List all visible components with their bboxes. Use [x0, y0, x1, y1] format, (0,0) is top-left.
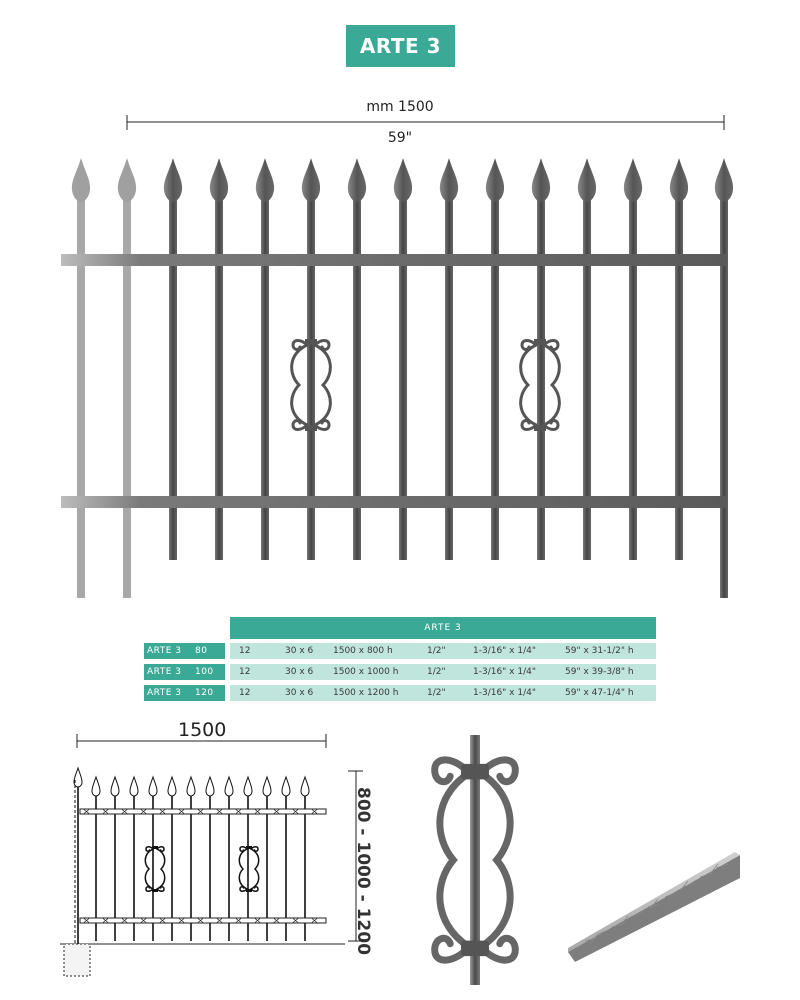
pickets-count: 12: [239, 667, 251, 677]
pickets-count: 12: [239, 646, 251, 656]
panel-size-in: 59" x 39-3/8" h: [565, 667, 634, 677]
model-cell: ARTE 3 80: [144, 643, 225, 659]
pickets-count: 12: [239, 688, 251, 698]
model-cell: ARTE 3 100: [144, 664, 225, 680]
rail-size-in: 1-3/16" x 1/4": [473, 667, 536, 677]
rail-size: 30 x 6: [285, 688, 314, 698]
panel-size-in: 59" x 47-1/4" h: [565, 688, 634, 698]
panel-size: 1500 x 800 h: [333, 646, 393, 656]
width-mm-label: mm 1500: [366, 99, 434, 115]
drawing-height-label: 800 - 1000 - 1200: [353, 787, 373, 955]
table-header: ARTE 3: [230, 617, 656, 639]
rail-size: 30 x 6: [285, 667, 314, 677]
panel-size: 1500 x 1200 h: [333, 688, 399, 698]
rail-size: 30 x 6: [285, 646, 314, 656]
width-inch-label: 59": [387, 130, 413, 146]
product-title: ARTE 3: [346, 25, 455, 67]
picket-size-in: 1/2": [427, 646, 446, 656]
panel-size: 1500 x 1000 h: [333, 667, 399, 677]
rail-size-in: 1-3/16" x 1/4": [473, 646, 536, 656]
drawing-width-label: 1500: [178, 719, 227, 741]
picket-size-in: 1/2": [427, 667, 446, 677]
model-cell: ARTE 3 120: [144, 685, 225, 701]
picket-size-in: 1/2": [427, 688, 446, 698]
panel-size-in: 59" x 31-1/2" h: [565, 646, 634, 656]
rail-size-in: 1-3/16" x 1/4": [473, 688, 536, 698]
